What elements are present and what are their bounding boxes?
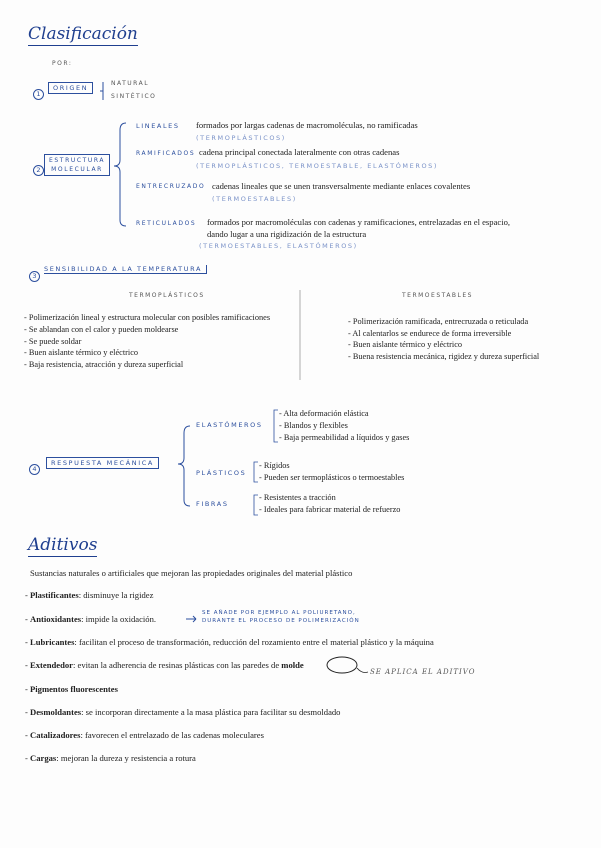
plasticos-list xyxy=(259,460,404,484)
sensibilidad-label: SENSIBILIDAD A LA TEMPERATURA xyxy=(44,265,207,274)
entrecruzado-label: ENTRECRUZADO xyxy=(136,183,206,190)
origen-option-natural: NATURAL xyxy=(111,80,150,87)
aditivo-extendedor: - Extendedor: evitan la adherencia de resinas plásticas con las paredes de molde xyxy=(25,660,304,670)
aditivo-cargas: - Cargas: mejoran la dureza y resistencia a rotura xyxy=(25,753,196,763)
list-item: - Ideales para fabricar material de refuerzo xyxy=(259,505,401,514)
aditivos-title: Aditivos xyxy=(28,535,98,555)
list-item: - Baja permeabilidad a líquidos y gases xyxy=(279,433,410,442)
lineales-label: LINEALES xyxy=(136,122,180,130)
section-number-2: 2 xyxy=(33,159,44,177)
origen-label: ORIGEN xyxy=(48,82,93,94)
section-number-4: 4 xyxy=(29,458,40,476)
ramificados-note: (TERMOPLÁSTICOS, TERMOESTABLE, ELASTÓMEROS) xyxy=(196,162,439,170)
termoplasticos-title: TERMOPLÁSTICOS xyxy=(129,292,205,299)
reticulados-note: (TERMOESTABLES, ELASTÓMEROS) xyxy=(199,242,358,250)
termoplasticos-list xyxy=(24,312,270,371)
antioxidantes-note: SE AÑADE POR EJEMPLO AL POLIURETANO, DURANTE EL PROCESO DE POLIMERIZACIÓN xyxy=(202,610,360,624)
list-item: - Baja resistencia, atracción y dureza superficial xyxy=(24,360,184,370)
section-number-1: 1 xyxy=(33,83,44,101)
reticulados-label: RETICULADOS xyxy=(136,220,197,227)
list-item: - Polimerización lineal y estructura molecular con posibles ramificaciones xyxy=(24,313,271,322)
plasticos-label: PLÁSTICOS xyxy=(196,469,247,477)
entrecruzado-desc: cadenas lineales que se unen transversalmente mediante enlaces covalentes xyxy=(212,181,471,191)
fibras-list xyxy=(259,492,400,516)
lineales-note: (TERMOPLÁSTICOS) xyxy=(196,134,286,142)
elastomeros-label: ELASTÓMEROS xyxy=(196,421,263,429)
estructura-molecular-label: ESTRUCTURA MOLECULAR xyxy=(44,154,110,176)
list-item: - Buena resistencia mecánica, rigidez y dureza superficial xyxy=(348,351,540,361)
list-item: - Polimerización ramificada, entrecruzada o reticulada xyxy=(348,317,529,326)
fibras-label: FIBRAS xyxy=(196,500,229,508)
page-title: Clasificación xyxy=(28,24,138,44)
list-item: - Buen aislante térmico y eléctrico xyxy=(24,348,139,358)
ramificados-desc: cadena principal conectada lateralmente con otras cadenas xyxy=(199,147,400,157)
aditivos-intro: Sustancias naturales o artificiales que mejoran las propiedades originales del material plástico xyxy=(30,568,353,578)
ramificados-label: RAMIFICADOS xyxy=(136,150,196,157)
aditivo-plastificantes: - Plastificantes: disminuye la rigidez xyxy=(25,590,154,600)
list-item: - Resistentes a tracción xyxy=(259,493,336,502)
list-item: - Blandos y flexibles xyxy=(279,421,348,430)
reticulados-desc-2: dando lugar a una rigidización de la estructura xyxy=(207,229,367,239)
list-item: - Rígidos xyxy=(259,461,290,470)
reticulados-desc: formados por macromoléculas con cadenas y ramificaciones, entrelazadas en el espacio, xyxy=(207,217,511,227)
list-item: - Buen aislante térmico y eléctrico xyxy=(348,340,463,350)
termoestables-list xyxy=(348,316,539,362)
aditivo-pigmentos: - Pigmentos fluorescentes xyxy=(25,684,118,694)
respuesta-mecanica-label: RESPUESTA MECÁNICA xyxy=(46,457,159,469)
extendedor-note: SE APLICA EL ADITIVO xyxy=(370,668,476,676)
origen-option-sintetico: SINTÉTICO xyxy=(111,93,157,100)
lineales-desc: formados por largas cadenas de macromoléculas, no ramificadas xyxy=(196,120,418,130)
aditivo-catalizadores: - Catalizadores: favorecen el entrelazado de las cadenas moleculares xyxy=(25,730,264,740)
list-item: - Alta deformación elástica xyxy=(279,409,369,418)
section-number-3: 3 xyxy=(29,265,40,283)
aditivo-desmoldantes: - Desmoldantes: se incorporan directamente a la masa plástica para facilitar su desmoldado xyxy=(25,707,341,717)
aditivo-lubricantes: - Lubricantes: facilitan el proceso de transformación, reducción del rozamiento entre el material plástico y la máquina xyxy=(25,637,434,647)
list-item: - Se ablandan con el calor y pueden moldearse xyxy=(24,324,179,334)
list-item: - Se puede soldar xyxy=(24,336,82,346)
list-item: - Al calentarlos se endurece de forma irreversible xyxy=(348,328,512,338)
entrecruzado-note: (TERMOESTABLES) xyxy=(212,195,297,203)
termoestables-title: TERMOESTABLES xyxy=(402,292,473,299)
por-label: POR: xyxy=(52,60,73,67)
aditivo-antioxidantes: - Antioxidantes: impide la oxidación. xyxy=(25,614,157,624)
list-item: - Pueden ser termoplásticos o termoestables xyxy=(259,473,405,482)
elastomeros-list xyxy=(279,408,409,444)
